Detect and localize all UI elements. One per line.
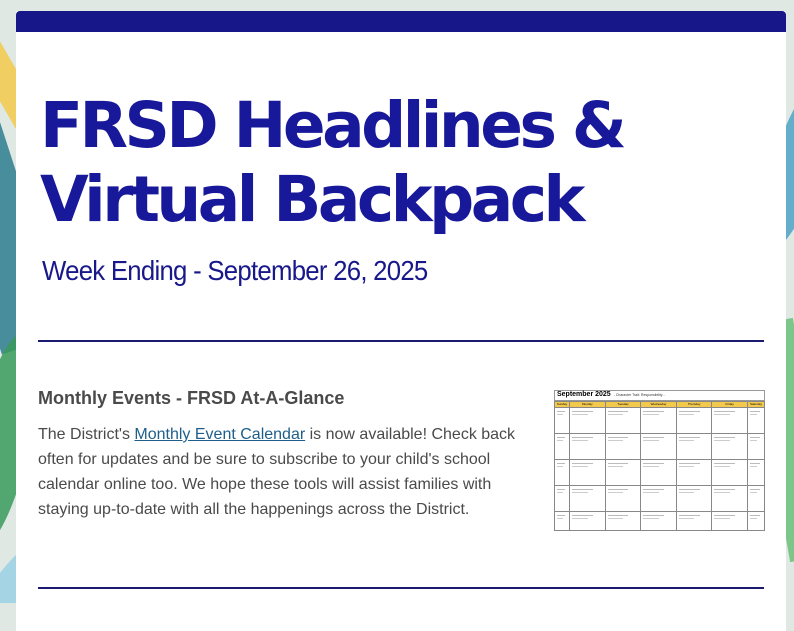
calendar-cell (606, 460, 642, 486)
calendar-thumbnail-image[interactable] (554, 384, 765, 538)
calendar-cell (677, 460, 713, 486)
calendar-day-header: Tuesday (606, 402, 642, 408)
calendar-day-header: Wednesday (641, 402, 677, 408)
calendar-day-header: Saturday (748, 402, 765, 408)
title-line-1: FRSD Headlines & (40, 89, 624, 162)
monthly-events-body: The District's Monthly Event Calendar is now available! Check back often for updates and be sure to subscribe to your child's school calendar online too. We hope these tools will assist families with staying up-to-date with all the happenings across the District. (38, 426, 516, 518)
calendar-cell (570, 512, 606, 531)
calendar-cell (570, 408, 606, 434)
calendar-cell (555, 460, 570, 486)
calendar-day-header: Monday (570, 402, 606, 408)
calendar-cell (555, 486, 570, 512)
calendar-day-header: Friday (712, 402, 748, 408)
calendar-cell (641, 486, 677, 512)
newsletter-card (16, 11, 786, 631)
calendar-day-header: Sunday (555, 402, 570, 408)
calendar-cell (748, 486, 765, 512)
calendar-cell (570, 486, 606, 512)
calendar-cell (712, 434, 748, 460)
calendar-cell (748, 434, 765, 460)
calendar-month: September 2025 (557, 391, 611, 398)
calendar-cell (748, 460, 765, 486)
calendar-cell (570, 434, 606, 460)
calendar-header (554, 390, 765, 401)
section-divider (38, 340, 764, 342)
calendar-cell (748, 408, 765, 434)
calendar-cell (677, 408, 713, 434)
calendar-cell (712, 408, 748, 434)
calendar-cell (606, 434, 642, 460)
newsletter-title (40, 89, 660, 237)
calendar-cell (641, 408, 677, 434)
calendar-cell (555, 512, 570, 531)
calendar-trait: - Character Trait: Responsibility - (613, 393, 665, 397)
calendar-day-header: Thursday (677, 402, 713, 408)
calendar-cell (677, 434, 713, 460)
calendar-cell (748, 512, 765, 531)
calendar-cell (712, 486, 748, 512)
calendar-cell (677, 486, 713, 512)
calendar-cell (570, 460, 606, 486)
calendar-cell (606, 408, 642, 434)
section-divider (38, 587, 764, 589)
calendar-cell (712, 512, 748, 531)
monthly-event-calendar-link[interactable]: Monthly Event Calendar (134, 426, 306, 443)
calendar-grid (554, 401, 765, 531)
calendar-cell (555, 408, 570, 434)
calendar-cell (555, 434, 570, 460)
monthly-events-heading: Monthly Events - FRSD At-A-Glance (38, 388, 345, 408)
title-line-2: Virtual Backpack (40, 163, 582, 236)
calendar-cell (606, 486, 642, 512)
calendar-cell (641, 512, 677, 531)
calendar-cell (712, 460, 748, 486)
calendar-cell (641, 460, 677, 486)
card-top-bar (16, 11, 786, 32)
calendar-cell (606, 512, 642, 531)
week-ending-subtitle: Week Ending - September 26, 2025 (42, 255, 428, 286)
calendar-cell (641, 434, 677, 460)
calendar-cell (677, 512, 713, 531)
